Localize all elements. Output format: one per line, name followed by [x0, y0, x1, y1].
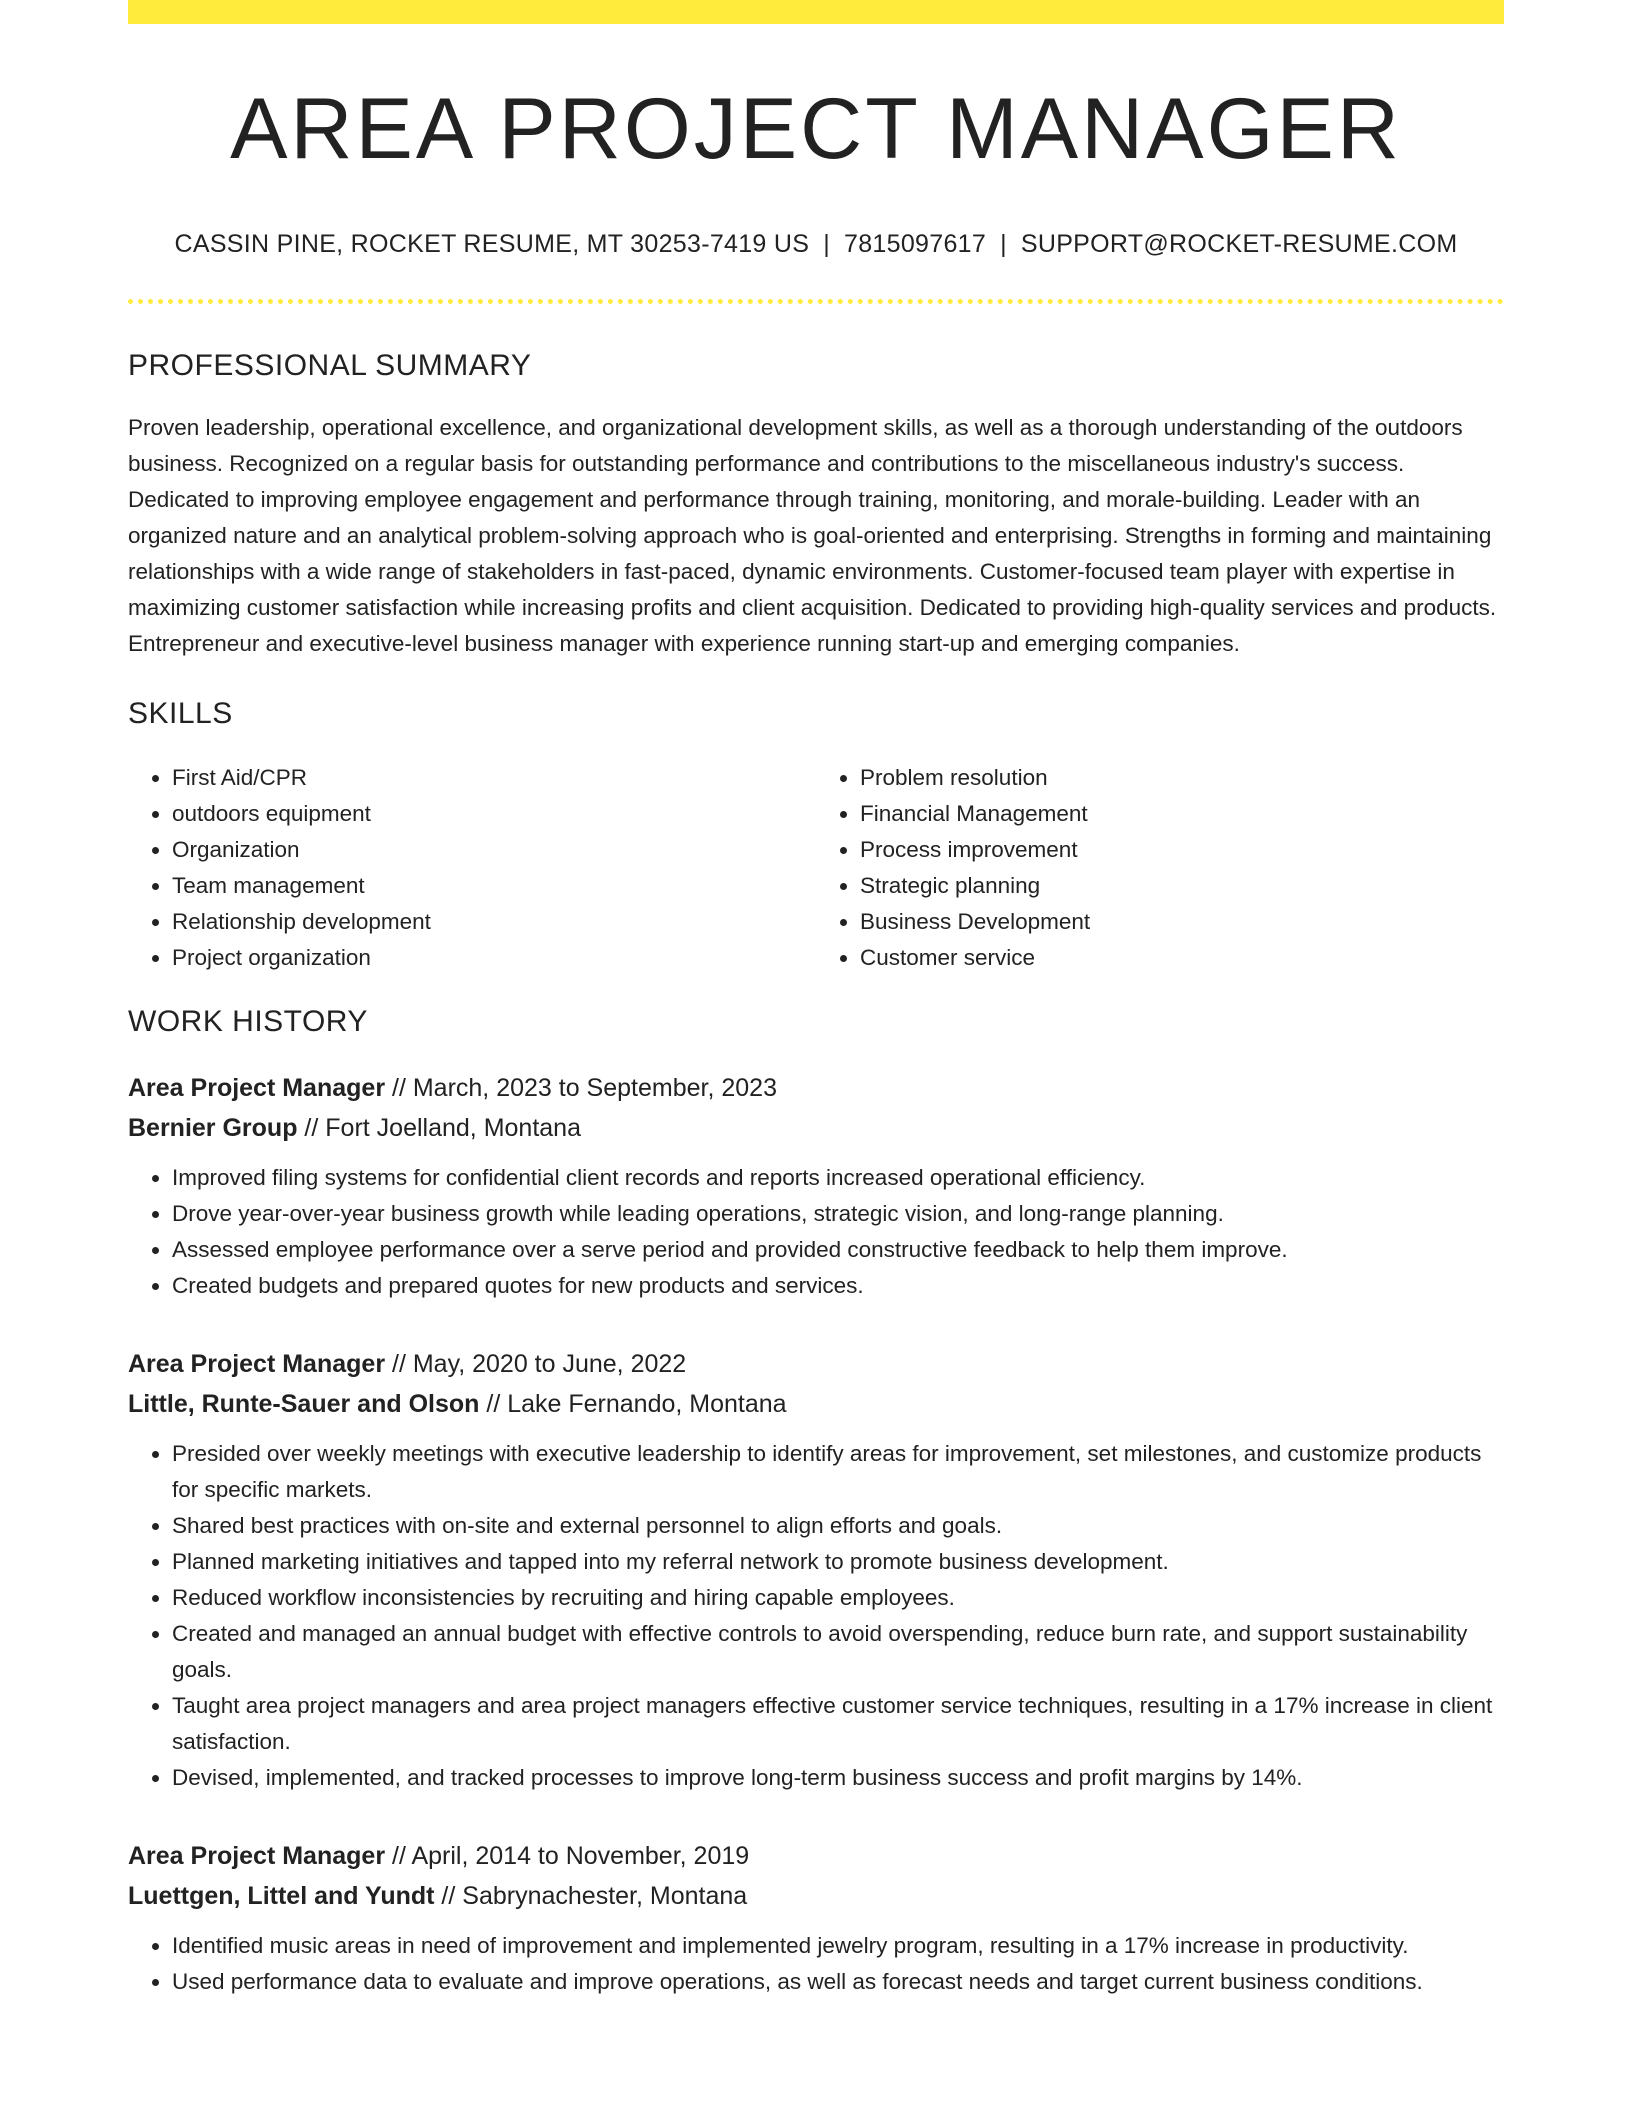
skills-column-right — [816, 760, 1504, 976]
contact-separator: | — [1000, 229, 1007, 258]
job-entry — [128, 1068, 1504, 1304]
job-separator: // — [479, 1389, 508, 1418]
job-company-line — [128, 1108, 1504, 1148]
page-title: AREA PROJECT MANAGER — [230, 81, 1402, 177]
job-title-line — [128, 1344, 1504, 1384]
skill-item: • Strategic planning — [860, 868, 1504, 904]
job-bullet: • Improved filing systems for confidential client records and reports increased operational efficiency. — [172, 1160, 1504, 1196]
skill-item: • Business Development — [860, 904, 1504, 940]
contact-line — [128, 229, 1504, 259]
job-dates: March, 2023 to September, 2023 — [412, 1073, 777, 1102]
work-history-heading: WORK HISTORY — [128, 1004, 368, 1038]
job-bullet: • Planned marketing initiatives and tapped into my referral network to promote business development. — [172, 1544, 1504, 1580]
job-company: Little, Runte-Sauer and Olson — [128, 1389, 480, 1418]
skill-item: • Relationship development — [172, 904, 816, 940]
job-company-line — [128, 1384, 1504, 1424]
job-separator: // — [297, 1113, 326, 1142]
job-title: Area Project Manager — [128, 1073, 386, 1102]
job-bullets — [128, 1160, 1504, 1304]
skill-item: • Problem resolution — [860, 760, 1504, 796]
job-title: Area Project Manager — [128, 1349, 386, 1378]
job-location: Lake Fernando, Montana — [507, 1389, 787, 1418]
job-bullet: • Presided over weekly meetings with executive leadership to identify areas for improvement, set milestones, and customize products for specific markets. — [172, 1436, 1504, 1508]
contact-separator: | — [823, 229, 831, 258]
job-location: Sabrynachester, Montana — [462, 1881, 748, 1910]
skill-item: • Team management — [172, 868, 816, 904]
job-entry — [128, 1344, 1504, 1796]
job-bullets — [128, 1928, 1504, 2000]
skills-heading: SKILLS — [128, 696, 233, 730]
job-bullet: • Drove year-over-year business growth while leading operations, strategic vision, and long-range planning. — [172, 1196, 1504, 1232]
summary-text: Proven leadership, operational excellence, and organizational development skills, as well as a thorough understanding of the outdoors business. Recognized on a regular basis for outstanding performance and contributions to the miscellaneous industry's success. Dedicated to improving employee engagement and performance through training, monitoring, and morale-building. Leader with an organized nature and an analytical problem-solving approach who is goal-oriented and enterprising. Strengths in forming and maintaining relationships with a wide range of stakeholders in fast-paced, dynamic environments. Customer-focused team player with expertise in maximizing customer satisfaction while increasing profits and client acquisition. Dedicated to providing high-quality services and products. Entrepreneur and executive-level business manager with experience running start-up and emerging companies. — [128, 414, 1497, 656]
job-bullet: • Devised, implemented, and tracked processes to improve long-term business success and profit margins by 14%. — [172, 1760, 1504, 1796]
job-bullet: • Used performance data to evaluate and improve operations, as well as forecast needs and target current business conditions. — [172, 1964, 1504, 2000]
job-separator: // — [434, 1881, 463, 1910]
contact-email: SUPPORT@ROCKET-RESUME.COM — [1020, 229, 1458, 258]
job-title-line — [128, 1836, 1504, 1876]
job-company: Luettgen, Littel and Yundt — [128, 1881, 435, 1910]
job-bullet: • Created budgets and prepared quotes for new products and services. — [172, 1268, 1504, 1304]
skill-item: • outdoors equipment — [172, 796, 816, 832]
skill-item: • Organization — [172, 832, 816, 868]
skill-item: • Customer service — [860, 940, 1504, 976]
job-bullet: • Identified music areas in need of improvement and implemented jewelry program, resulting in a 17% increase in productivity. — [172, 1928, 1504, 1964]
skill-item: • Financial Management — [860, 796, 1504, 832]
job-entry — [128, 1836, 1504, 2000]
job-location: Fort Joelland, Montana — [325, 1113, 581, 1142]
job-bullet: • Shared best practices with on-site and external personnel to align efforts and goals. — [172, 1508, 1504, 1544]
job-dates: May, 2020 to June, 2022 — [412, 1349, 687, 1378]
contact-address: CASSIN PINE, ROCKET RESUME, MT 30253-7419 US — [174, 229, 810, 258]
job-company: Bernier Group — [128, 1113, 298, 1142]
job-dates: April, 2014 to November, 2019 — [411, 1841, 750, 1870]
resume-page — [128, 0, 1504, 2000]
job-separator: // — [385, 1073, 413, 1102]
job-bullet: • Assessed employee performance over a serve period and provided constructive feedback to help them improve. — [172, 1232, 1504, 1268]
job-bullet: • Reduced workflow inconsistencies by recruiting and hiring capable employees. — [172, 1580, 1504, 1616]
job-company-line — [128, 1876, 1504, 1916]
job-title: Area Project Manager — [128, 1841, 386, 1870]
job-bullet: • Created and managed an annual budget with effective controls to avoid overspending, reduce burn rate, and support sustainability goals. — [172, 1616, 1504, 1688]
skill-item: • First Aid/CPR — [172, 760, 816, 796]
skills-column-left — [128, 760, 816, 976]
skill-item: • Project organization — [172, 940, 816, 976]
summary-heading: PROFESSIONAL SUMMARY — [128, 348, 532, 382]
job-separator: // — [385, 1349, 413, 1378]
job-bullet: • Taught area project managers and area project managers effective customer service techniques, resulting in a 17% increase in client satisfaction. — [172, 1688, 1504, 1760]
dotted-divider — [128, 299, 1504, 304]
skill-item: • Process improvement — [860, 832, 1504, 868]
job-bullets — [128, 1436, 1504, 1796]
skills-list — [128, 760, 1504, 976]
contact-phone: 7815097617 — [844, 229, 987, 258]
job-title-line — [128, 1068, 1504, 1108]
job-separator: // — [385, 1841, 412, 1870]
accent-bar — [128, 0, 1504, 24]
